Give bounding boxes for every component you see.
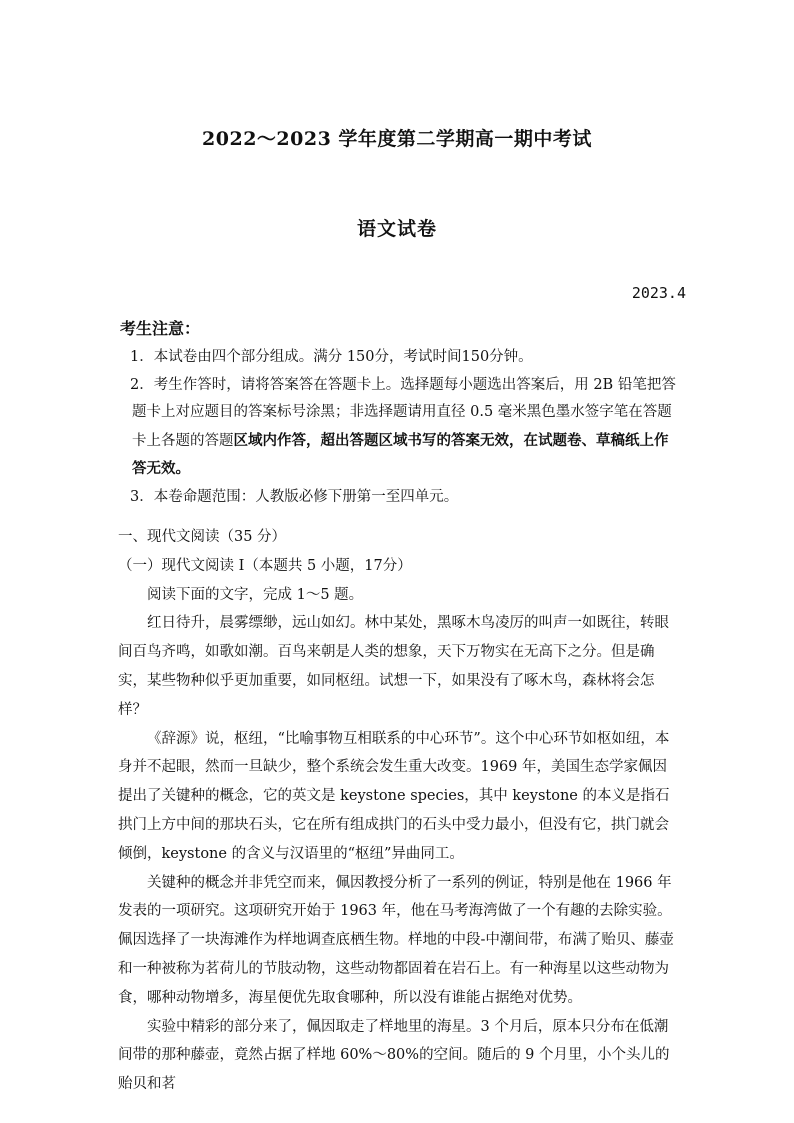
- notice-item-3: 3．本卷命题范围：人教版必修下册第一至四单元。: [130, 488, 459, 505]
- notice-item-1: 1．本试卷由四个部分组成。满分 150分，考试时间150分钟。: [130, 349, 533, 365]
- notice-item-2-bold-end: 答无效。: [132, 460, 190, 477]
- notice-item-2-line-1: 2．考生作答时，请将答案答在答题卡上。选择题每小题选出答案后，用 2B 铅笔把答: [130, 376, 676, 393]
- notice-item-2-bold-text: 区域内作答，超出答题区域书写的答案无效，在试题卷、草稿纸上作: [233, 431, 669, 449]
- notice-list: [130, 344, 678, 511]
- exam-date: 2023.4: [631, 284, 686, 302]
- notice-item-2-line-3: [130, 427, 678, 456]
- exam-title: 2022～2023 学年度第二学期高一期中考试: [202, 128, 592, 150]
- section-heading: 一、现代文阅读（35 分）: [118, 529, 287, 545]
- passage-paragraph-4: 实验中精彩的部分来了，佩因取走了样地里的海星。3 个月后，原本只分布在低潮间带的那种藤壶，竟然占据了样地 60%～80%的空间。随后的 9 个月里，小个头儿的贻贝和茗: [118, 1018, 670, 1093]
- instruction-text: 阅读下面的文字，完成 1～5 题。: [147, 586, 364, 603]
- notice-item-2-line-4: [130, 455, 678, 484]
- passage-paragraph-2: 《辞源》说，枢纽，“比喻事物互相联系的中心环节”。这个中心环节如枢如纽，本身并不起眼，然而一旦缺少，整个系统会发生重大改变。1969 年，美国生态学家佩因提出了关键种的概念，它的英文是 keystone species，其中 keystone 的本义是指石拱门上方中间的那块石头，它在所有组成拱门的石头中受力最小，但没有它，拱门就会倾倒，keystone 的含义与汉语里的“枢纽”异曲同工。: [118, 730, 670, 862]
- exam-subtitle: 语文试卷: [356, 218, 437, 240]
- notice-heading: 考生注意：: [120, 319, 201, 338]
- subsection-heading: （一）现代文阅读 I（本题共 5 小题，17分）: [118, 557, 412, 574]
- passage-paragraph-1: 红日待升，晨雾缥缈，远山如幻。林中某处，黑啄木鸟凌厉的叫声一如既往，转眼间百鸟齐鸣，如歌如潮。百鸟来朝是人类的想象，天下万物实在无高下之分。但是确实，某些物种似乎更加重要，如同枢纽。试想一下，如果没有了啄木鸟，森林将会怎样？: [118, 615, 669, 718]
- notice-item-2-plain-text: 卡上各题的答题: [132, 432, 234, 449]
- reading-section: [118, 523, 680, 1099]
- notice-item-2-line-2: 题卡上对应题目的答案标号涂黑；非选择题请用直径 0.5 毫米黑色墨水签字笔在答题: [132, 404, 672, 420]
- passage-paragraph-3: 关键种的概念并非凭空而来，佩因教授分析了一系列的例证，特别是他在 1966 年发表的一项研究。这项研究开始于 1963 年，他在马考海湾做了一个有趣的去除实验。佩因选择了一块海滩作为样地调查底栖生物。样地的中段-中潮间带，布满了贻贝、藤壶和一种被称为茗荷儿的节肢动物，这些动物都固着在岩石上。有一种海星以这些动物为食，哪种动物增多，海星便优先取食哪种，所以没有谁能占据绝对优势。: [118, 874, 674, 1006]
